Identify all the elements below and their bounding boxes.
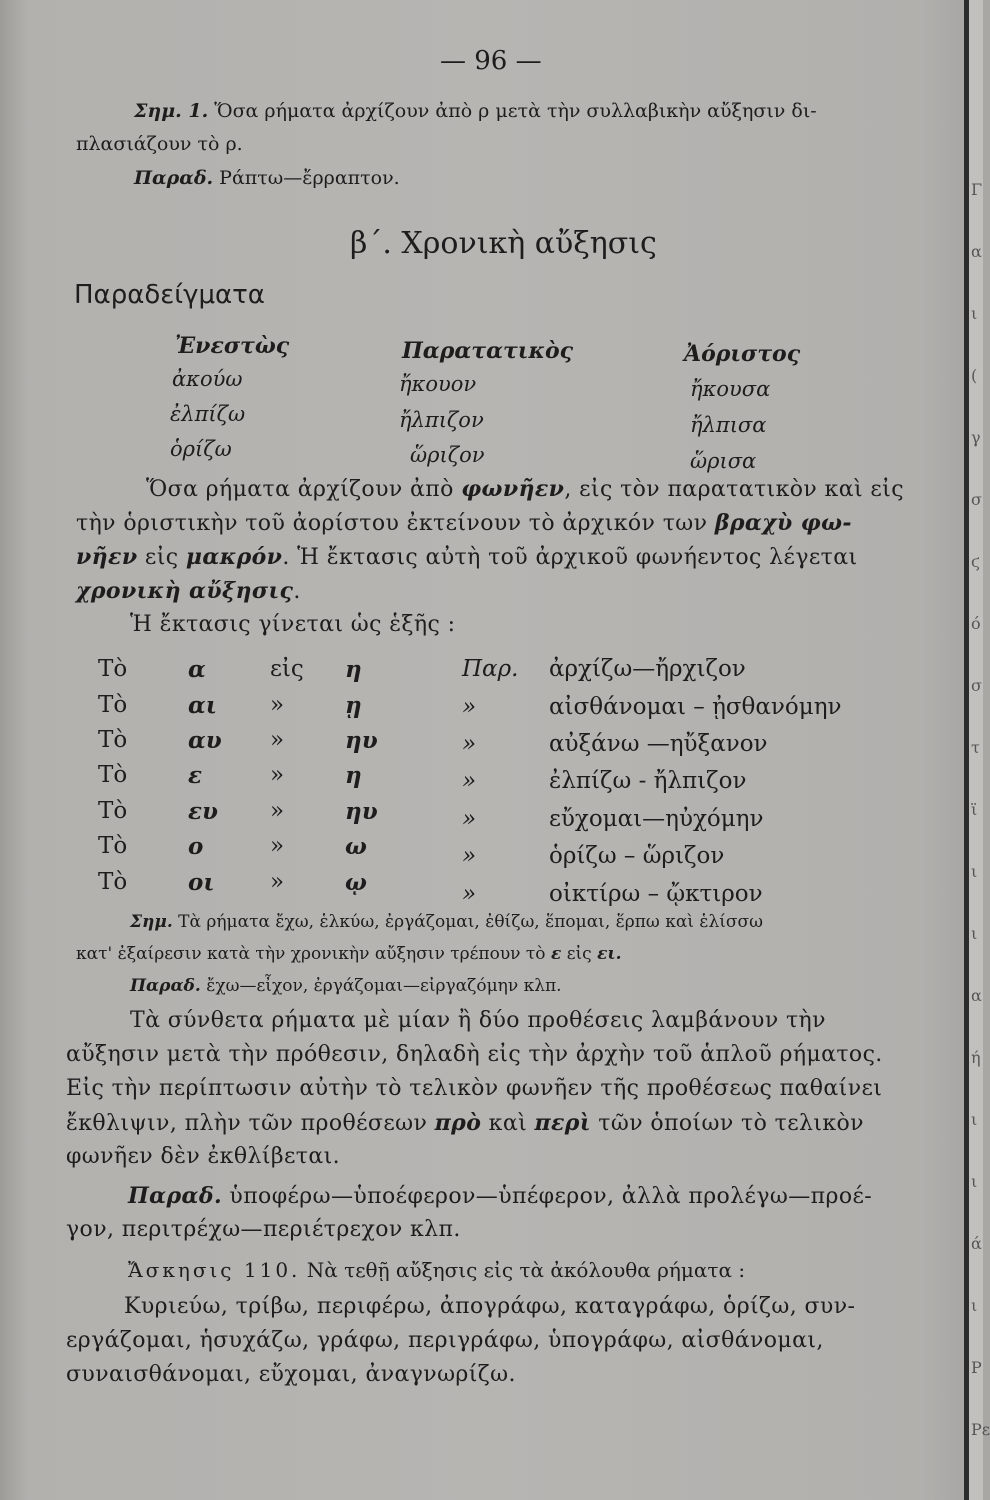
rule-mark: » (462, 806, 477, 832)
rule-mark: » (462, 881, 477, 907)
rule-mark: » (462, 843, 477, 869)
adjacent-page-glyph: ι (971, 924, 978, 943)
rule-example: ἀρχίζω—ἤρχιζον (549, 656, 746, 682)
header-aorist: Ἀόριστος (684, 341, 801, 367)
adjacent-page-edge (969, 0, 990, 1500)
rule-into: » (270, 869, 285, 895)
adjacent-page-glyph: ( (971, 366, 978, 385)
adjacent-page-glyph: ό (971, 614, 981, 633)
rule-art: Τὸ (98, 833, 128, 859)
rule-art: Τὸ (98, 656, 128, 682)
rule-mark: » (462, 731, 477, 757)
compound-line-1: Τὰ σύνθετα ρήματα μὲ μίαν ἢ δύο προθέσεις λαμβάνουν τὴν (130, 1008, 826, 1033)
compound-line-4: ἔκθλιψιν, πλὴν τῶν προθέσεων πρὸ καὶ περὶ τῶν ὁποίων τὸ τελικὸν (66, 1110, 864, 1136)
rule-from: ο (188, 833, 204, 860)
header-imperfect: Παρατατικὸς (402, 338, 574, 364)
adjacent-page-glyph: Ρ (971, 1358, 982, 1377)
adjacent-page-glyph: α (971, 242, 982, 261)
exercise-line-2: εργάζομαι, ἡσυχάζω, γράφω, περιγράφω, ὑπογράφω, αἰσθάνομαι, (66, 1328, 824, 1353)
adjacent-page-glyph: ϛ (971, 552, 980, 571)
adjacent-page-glyph: ά (971, 1234, 982, 1253)
adjacent-page-glyph: ι (971, 862, 978, 881)
rule-example: ὁρίζω – ὥριζον (549, 843, 725, 869)
rule-into: » (270, 833, 285, 859)
cell-aorist-1: ἤκουσα (690, 377, 771, 401)
note-1-line-2: πλασιάζουν τὸ ρ. (76, 133, 243, 155)
adjacent-page-glyph: ι (971, 1110, 978, 1129)
compound-example-line-1: Παραδ. ὑποφέρω—ὑποέφερον—ὑπέφερον, ἀλλὰ προλέγω—προέ- (128, 1183, 873, 1209)
adjacent-page-glyph: ι (971, 1296, 978, 1315)
rule-to: ηυ (345, 798, 378, 825)
rule-to: ῃ (345, 692, 362, 719)
rule-line-2: τὴν ὁριστικὴν τοῦ ἀορίστου ἐκτείνουν τὸ ἀρχικόν των βραχὺ φω- (76, 510, 852, 536)
rule-from: α (188, 656, 206, 683)
rule-example: εὔχομαι—ηὐχόμην (549, 806, 764, 832)
section-title: β΄. Χρονικὴ αὔξησις (350, 226, 657, 261)
note-2-label: Σημ. (130, 912, 173, 932)
note-1-line-1: Σημ. 1. Ὅσα ρήματα ἀρχίζουν ἀπὸ ρ μετὰ τὴν συλλαβικὴν αὔξησιν δι- (134, 100, 817, 122)
rule-art: Τὸ (98, 727, 128, 753)
examples-heading: Παραδείγματα (74, 280, 265, 310)
rule-to: ω (345, 833, 367, 860)
cell-present-1: ἀκούω (172, 367, 243, 391)
adjacent-page-glyph: Γ (971, 180, 983, 199)
adjacent-page-glyph: ή (971, 1048, 981, 1067)
rule-from: αυ (188, 727, 222, 754)
note-2-example: Παραδ. ἔχω—εἶχον, ἐργάζομαι—εἰργαζόμην κλπ. (130, 976, 562, 996)
header-present: Ἐνεστὼς (175, 333, 290, 359)
note-1-example: Παραδ. Ράπτω—ἔρραπτον. (134, 167, 400, 189)
rule-line-3: νῆεν εἰς μακρόν. Ἡ ἔκτασις αὐτὴ τοῦ ἀρχικοῦ φωνήεντος λέγεται (76, 544, 858, 570)
rule-line-4: χρονικὴ αὔξησις. (76, 578, 301, 604)
rule-example: αἰσθάνομαι – ᾐσθανόμην (549, 694, 842, 720)
rule-art: Τὸ (98, 692, 128, 718)
rule-example: ἐλπίζω - ἤλπιζον (549, 768, 747, 794)
rule-to: ῳ (345, 869, 367, 896)
exercise-line-3: συναισθάνομαι, εὔχομαι, ἀναγνωρίζω. (66, 1362, 516, 1387)
rule-into: εἰς (270, 656, 304, 682)
compound-line-3: Εἰς τὴν περίπτωσιν αὐτὴν τὸ τελικὸν φωνῆεν τῆς προθέσεως παθαίνει (66, 1076, 883, 1101)
rule-from: ε (188, 762, 202, 789)
cell-aorist-3: ὥρισα (690, 449, 757, 473)
rule-from: οι (188, 869, 215, 896)
compound-example-line-2: γον, περιτρέχω—περιέτρεχον κλπ. (66, 1217, 461, 1242)
compound-line-2: αὔξησιν μετὰ τὴν πρόθεσιν, δηλαδὴ εἰς τὴν ἀρχὴν τοῦ ἁπλοῦ ρήματος. (66, 1042, 883, 1067)
adjacent-page-glyph: σ (971, 676, 982, 695)
rule-into: » (270, 762, 285, 788)
cell-imperfect-2: ἤλπιζον (399, 408, 484, 432)
note-2-line-2: κατ' ἐξαίρεσιν κατὰ τὴν χρονικὴν αὔξησιν τρέπουν τὸ ε εἰς ει. (76, 944, 622, 964)
rule-to: η (345, 762, 362, 789)
cell-present-2: ἐλπίζω (170, 402, 246, 426)
exercise-title: Ἄσκησις 110. Νὰ τεθῇ αὔξησις εἰς τὰ ἀκόλουθα ρήματα : (128, 1258, 746, 1282)
adjacent-page-glyph: γ (971, 428, 981, 447)
rule-into: » (270, 798, 285, 824)
rule-mark: » (462, 768, 477, 794)
rule-from: ευ (188, 798, 218, 825)
extension-intro: Ἡ ἔκτασις γίνεται ὡς ἑξῆς : (130, 612, 456, 637)
compound-line-5: φωνῆεν δὲν ἐκθλίβεται. (66, 1144, 341, 1169)
rule-art: Τὸ (98, 869, 128, 895)
adjacent-page-glyph: τ (971, 738, 980, 757)
rule-example: οἰκτίρω – ᾤκτιρον (549, 881, 763, 907)
cell-aorist-2: ἤλπισα (690, 413, 767, 437)
rule-mark: » (462, 694, 477, 720)
rule-mark: Παρ. (462, 656, 519, 682)
page-number: — 96 — (440, 46, 542, 76)
adjacent-page-glyph: α (971, 986, 982, 1005)
exercise-line-1: Κυριεύω, τρίβω, περιφέρω, ἀπογράφω, καταγράφω, ὁρίζω, συν- (124, 1294, 856, 1319)
rule-from: αι (188, 692, 217, 719)
note-1-label: Σημ. 1. (134, 100, 209, 122)
cell-imperfect-3: ὥριζον (410, 443, 485, 467)
cell-imperfect-1: ἤκουον (399, 372, 477, 396)
adjacent-page-glyph: Ρε (971, 1420, 990, 1439)
cell-present-3: ὁρίζω (170, 437, 232, 461)
rule-to: ηυ (345, 727, 378, 754)
note-2-line-1: Σημ. Τὰ ρήματα ἔχω, ἑλκύω, ἐργάζομαι, ἐθίζω, ἕπομαι, ἕρπω καὶ ἑλίσσω (130, 912, 764, 932)
rule-art: Τὸ (98, 762, 128, 788)
adjacent-page-glyph: ι (971, 1172, 978, 1191)
rule-into: » (270, 692, 285, 718)
rule-into: » (270, 727, 285, 753)
adjacent-page-glyph: ϊ (971, 800, 978, 819)
adjacent-page-glyph: σ (971, 490, 982, 509)
rule-line-1: Ὅσα ρήματα ἀρχίζουν ἀπὸ φωνῆεν, εἰς τὸν παρατατικὸν καὶ εἰς (146, 476, 904, 502)
adjacent-page-glyph: ι (971, 304, 978, 323)
rule-art: Τὸ (98, 798, 128, 824)
rule-example: αὐξάνω —ηὔξανον (549, 731, 768, 757)
rule-to: η (345, 656, 362, 683)
